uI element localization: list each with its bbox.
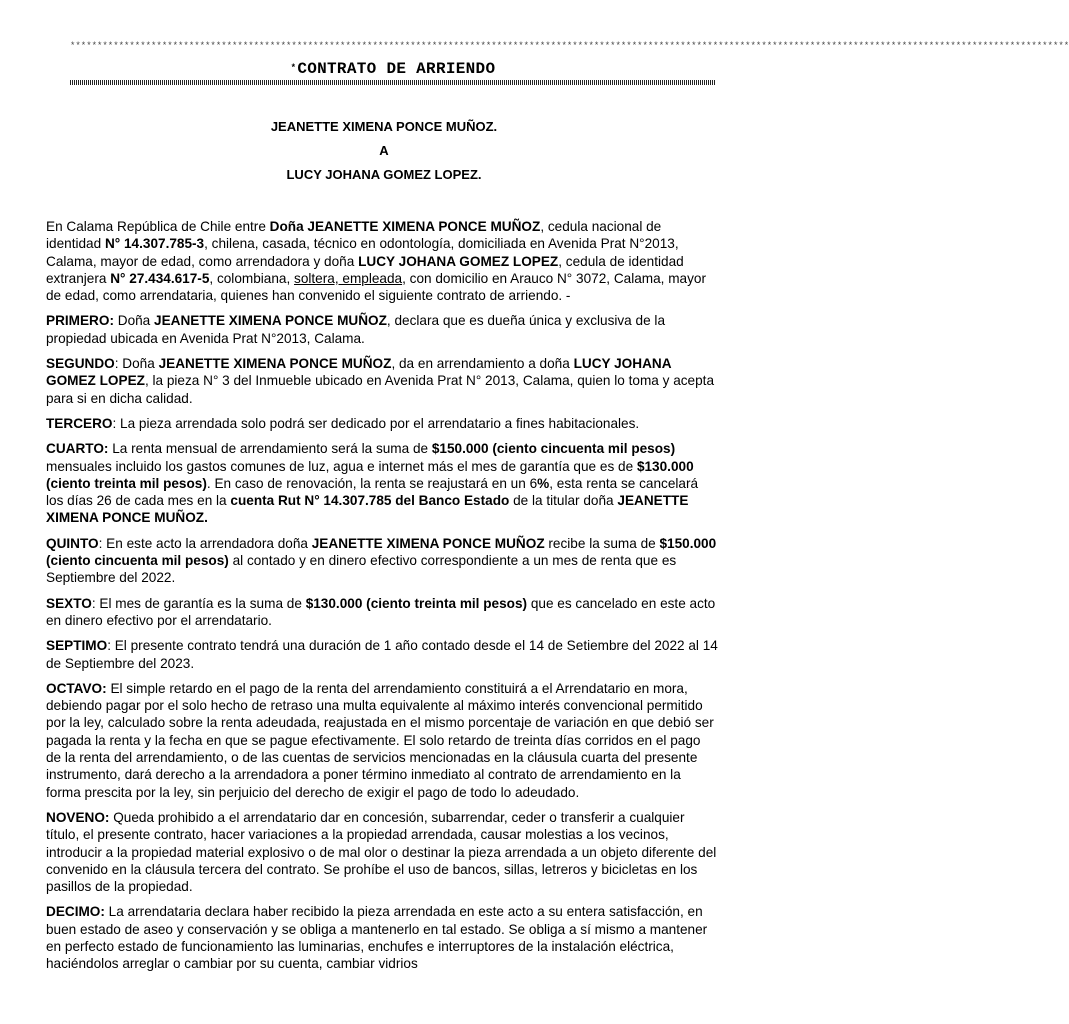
clause-octavo (46, 680, 718, 801)
clause-text: La renta mensual de arrendamiento será la suma de (108, 441, 432, 457)
clause-sexto (46, 595, 718, 630)
intro-text: , con domicilio en Arauco N° 3072, Calama, mayor de edad, como arrendataria, quienes han convenido el siguiente contrato de arriendo. - (46, 270, 706, 304)
clause-bold-text: $130.000 (ciento treinta mil pesos) (305, 595, 528, 611)
party-connector: A (379, 143, 389, 158)
clause-text: El simple retardo en el pago de la renta del arrendamiento constituirá a el Arrendatario en mora, debiendo pagar por el solo hecho de retraso una multa equivalente al máximo interés convencional permitido por la ley, calculado sobre la renta adeudada, reajustada en el mismo porcentaje de variación en que debió ser pagada la renta y la fecha en que se pague efectivamente. El solo retardo de treinta días corridos en el pago de la renta del arrendamiento, o de las cuentas de servicios mencionadas en la cláusula cuarta del presente instrumento, dará derecho a la arrendadora a poner término inmediato al contrato de arrendamiento en la forma prescita por la ley, sin perjuicio del derecho de exigir el pago de todo lo adeudado. (46, 680, 714, 800)
intro-lessee-name: LUCY JOHANA GOMEZ LOPEZ (358, 253, 559, 269)
clause-label: SEPTIMO (46, 638, 108, 654)
clause-label: SEGUNDO (46, 356, 115, 372)
document-title (70, 58, 716, 79)
clause-label: NOVENO: (46, 809, 110, 825)
clause-bold-text: $150.000 (ciento cincuenta mil pesos) (431, 441, 676, 457)
clause-cuarto (46, 440, 718, 526)
clause-text: . En caso de renovación, la renta se reajustará en un 6 (206, 475, 538, 491)
clause-segundo (46, 355, 718, 407)
intro-lessor-name: Doña JEANETTE XIMENA PONCE MUÑOZ (269, 219, 541, 234)
intro-paragraph (46, 218, 718, 304)
party-lessee: LUCY JOHANA GOMEZ LOPEZ. (286, 167, 482, 182)
clause-primero (46, 312, 718, 347)
party-lessor: JEANETTE XIMENA PONCE MUÑOZ. (270, 119, 498, 134)
clause-bold-text: JEANETTE XIMENA PONCE MUÑOZ (154, 313, 387, 329)
title-asterisk: * (290, 63, 297, 73)
intro-text: , chilena, casada, técnico en odontología, domiciliada en Avenida Prat N°2013, Calama, mayor de edad, como arrendadora y doña (46, 236, 679, 269)
clause-text: Doña (113, 313, 155, 329)
clause-text: : El mes de garantía es la suma de (91, 595, 306, 611)
contract-body (46, 218, 718, 981)
clause-text: La arrendataria declara haber recibido la pieza arrendada en este acto a su entera satisfacción, en buen estado de aseo y conservación y se obliga a mantenerlo en tal estado. Se obliga a sí mismo a mantener en perfecto estado de funcionamiento las luminarias, enchufes e interruptores de la instalación eléctrica, haciéndolos arreglar o cambiar por su cuenta, cambiar vidrios (46, 904, 708, 972)
clause-text: al contado y en dinero efectivo correspondiente a un mes de renta que es Septiembre del 2022. (46, 553, 677, 586)
clause-bold-text: JEANETTE XIMENA PONCE MUÑOZ. (46, 493, 689, 526)
clause-text: : En este acto la arrendadora doña (98, 535, 312, 551)
clause-label: DECIMO: (46, 904, 105, 920)
clause-text: que es cancelado en este acto en dinero efectivo por el arrendatario. (46, 595, 716, 628)
clause-text: : El presente contrato tendrá una duración de 1 año contado desde el 14 de Setiembre del 2022 al 14 de Septiembre del 2023. (46, 638, 718, 671)
clause-bold-text: % (537, 475, 550, 491)
clause-text: mensuales incluido los gastos comunes de luz, agua e internet más el mes de garantía que es de (46, 458, 637, 474)
intro-civil-status: soltera, empleada (294, 270, 403, 286)
clause-bold-text: $150.000 (ciento cincuenta mil pesos) (46, 535, 717, 569)
clause-text: , da en arrendamiento a doña (391, 356, 574, 372)
clause-text: , declara que es dueña única y exclusiva de la propiedad ubicada en Avenida Prat N°2013, Calama. (46, 313, 666, 346)
clause-label: PRIMERO: (46, 313, 114, 329)
intro-lessee-id: N° 27.434.617-5 (110, 270, 210, 286)
title-underline (70, 80, 716, 85)
title-text: CONTRATO DE ARRIENDO (297, 60, 496, 78)
clause-text: Queda prohibido a el arrendatario dar en concesión, subarrendar, ceder o transferir a cualquier título, el presente contrato, hacer variaciones a la propiedad arrendada, causar molestias a los vecinos, introducir a la propiedad material explosivo o de mal olor o destinar la pieza arrendada a un objeto diferente del convenido en la cláusula tercera del contrato. Se prohíbe el uso de bancos, sillas, letreros y bicicletas en los pasillos de la propiedad. (46, 809, 717, 895)
clause-decimo (46, 903, 718, 972)
clause-text: de la titular doña (509, 493, 618, 509)
clause-text: , esta renta se cancelará los días 26 de cada mes en la (46, 475, 699, 509)
intro-text: , colombiana, (209, 270, 295, 286)
intro-text: , cedula de identidad extranjera (46, 253, 684, 286)
clause-bold-text: JEANETTE XIMENA PONCE MUÑOZ (158, 356, 392, 372)
intro-text: En Calama República de Chile entre (46, 219, 270, 234)
clause-bold-text: JEANETTE XIMENA PONCE MUÑOZ (311, 535, 545, 551)
clause-label: SEXTO (46, 595, 92, 611)
clause-septimo (46, 637, 718, 672)
clause-text: : Doña (114, 356, 159, 372)
clause-text: recibe la suma de (544, 535, 660, 551)
intro-lessor-id: N° 14.307.785-3 (104, 236, 205, 252)
clause-quinto (46, 535, 718, 587)
clause-bold-text: $130.000 (ciento treinta mil pesos) (46, 458, 694, 491)
clause-label: OCTAVO: (46, 680, 107, 696)
intro-text: , cedula nacional de identidad (46, 219, 662, 252)
clause-tercero (46, 415, 718, 432)
clause-label: TERCERO (46, 415, 113, 431)
clause-label: QUINTO (46, 535, 99, 551)
clause-text: , la pieza N° 3 del Inmueble ubicado en Avenida Prat N° 2013, Calama, quien lo toma y acepta para si en dicha calidad. (46, 373, 715, 406)
clause-text: : La pieza arrendada solo podrá ser dedicado por el arrendatario a fines habitacionales. (112, 415, 640, 431)
clause-label: CUARTO: (46, 441, 109, 457)
clause-bold-text: cuenta Rut N° 14.307.785 del Banco Estado (230, 493, 510, 509)
star-border: ***************************************************************************************************************************************************************************************** (70, 41, 1069, 51)
clause-noveno (46, 809, 718, 895)
clause-bold-text: LUCY JOHANA GOMEZ LOPEZ (46, 356, 672, 389)
